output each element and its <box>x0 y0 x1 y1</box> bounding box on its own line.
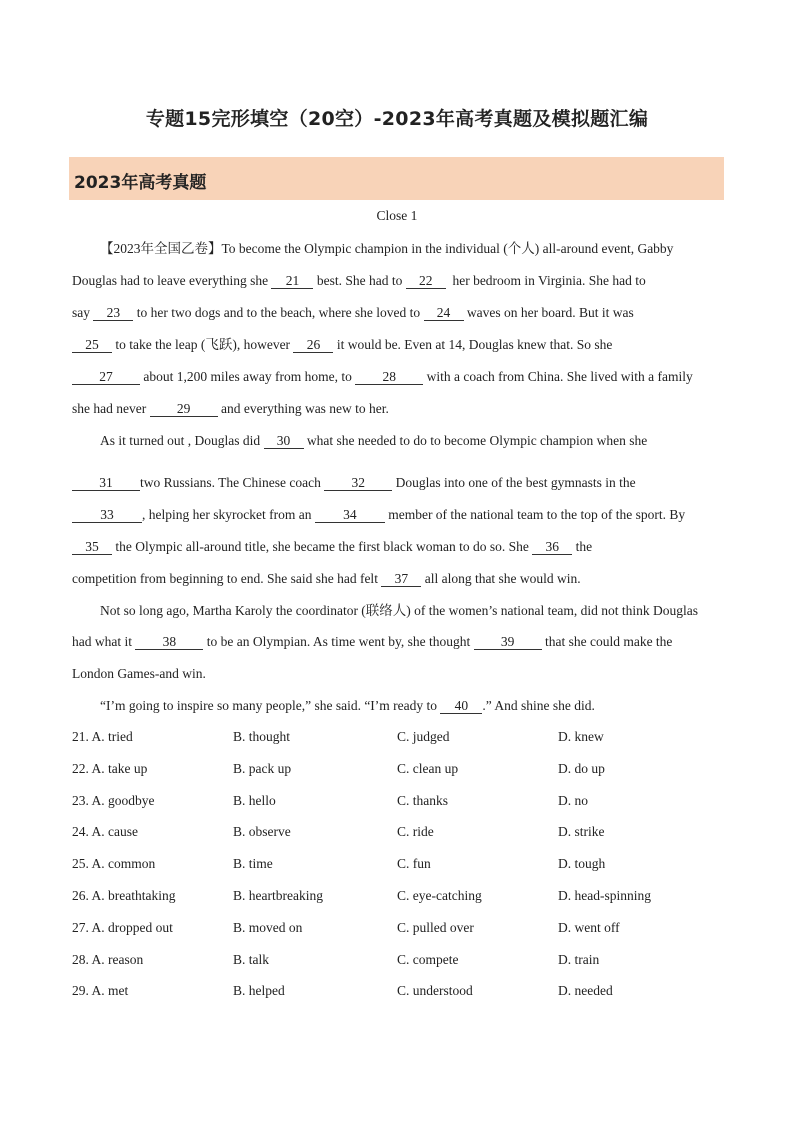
passage-text: London Games-and win. <box>72 666 206 681</box>
passage-text: waves on her board. But it was <box>466 305 634 320</box>
passage-text: Not so long ago, Martha Karoly the coordinator (联络人) of the women’s national team, did not think Douglas <box>100 603 699 618</box>
blank-38[interactable]: 38 <box>135 634 203 650</box>
option-a[interactable]: 24. A. cause <box>72 824 138 839</box>
option-d[interactable]: D. head-spinning <box>558 888 651 903</box>
passage-line <box>100 602 698 620</box>
passage-text: it would be. Even at 14, Douglas knew that. So she <box>336 337 613 352</box>
option-row <box>0 824 794 842</box>
option-row <box>0 920 794 938</box>
passage-text: with a coach from China. She lived with a family <box>426 369 693 384</box>
blank-34[interactable]: 34 <box>315 507 385 523</box>
option-b[interactable]: B. thought <box>233 729 291 744</box>
blank-23[interactable]: 23 <box>93 305 133 321</box>
option-c[interactable]: C. ride <box>397 824 434 839</box>
option-d[interactable]: D. went off <box>558 920 620 935</box>
option-d[interactable]: D. strike <box>558 824 605 839</box>
blank-29[interactable]: 29 <box>150 401 218 417</box>
passage-text: what she needed to do to become Olympic champion when she <box>306 433 648 448</box>
passage-text: As it turned out , Douglas did <box>100 433 261 448</box>
passage-line <box>72 304 634 322</box>
option-c[interactable]: C. compete <box>397 952 459 967</box>
option-row <box>0 952 794 970</box>
blank-26[interactable]: 26 <box>293 337 333 353</box>
blank-32[interactable]: 32 <box>324 475 392 491</box>
passage-text: Douglas had to leave everything she <box>72 273 269 288</box>
passage-line <box>72 570 581 588</box>
passage-text: that she could make the <box>544 634 673 649</box>
blank-31[interactable]: 31 <box>72 475 140 491</box>
passage-line <box>72 665 206 683</box>
passage-text: all along that she would win. <box>424 571 581 586</box>
blank-39[interactable]: 39 <box>474 634 542 650</box>
option-c[interactable]: C. thanks <box>397 793 449 808</box>
blank-36[interactable]: 36 <box>532 539 572 555</box>
blank-33[interactable]: 33 <box>72 507 142 523</box>
passage-line <box>72 368 693 386</box>
option-row <box>0 888 794 906</box>
option-row <box>0 793 794 811</box>
blank-25[interactable]: 25 <box>72 337 112 353</box>
option-c[interactable]: C. fun <box>397 856 431 871</box>
option-b[interactable]: B. observe <box>233 824 291 839</box>
passage-line <box>100 240 673 258</box>
passage-text: .” And shine she did. <box>482 698 595 713</box>
option-b[interactable]: B. heartbreaking <box>233 888 323 903</box>
option-d[interactable]: D. no <box>558 793 588 808</box>
passage-line <box>72 272 646 290</box>
option-b[interactable]: B. moved on <box>233 920 303 935</box>
passage-text: , helping her skyrocket from an <box>142 507 312 522</box>
passage-text: member of the national team to the top of the sport. By <box>388 507 686 522</box>
blank-28[interactable]: 28 <box>355 369 423 385</box>
option-row <box>0 856 794 874</box>
passage-line <box>72 400 389 418</box>
blank-24[interactable]: 24 <box>424 305 464 321</box>
option-a[interactable]: 29. A. met <box>72 983 129 998</box>
passage-text: best. She had to <box>316 273 403 288</box>
option-b[interactable]: B. time <box>233 856 273 871</box>
passage-text: her bedroom in Virginia. She had to <box>452 273 646 288</box>
option-d[interactable]: D. needed <box>558 983 613 998</box>
option-c[interactable]: C. judged <box>397 729 450 744</box>
option-c[interactable]: C. clean up <box>397 761 459 776</box>
option-c[interactable]: C. understood <box>397 983 473 998</box>
option-a[interactable]: 26. A. breathtaking <box>72 888 176 903</box>
option-b[interactable]: B. talk <box>233 952 269 967</box>
passage-text: to her two dogs and to the beach, where she loved to <box>136 305 421 320</box>
blank-21[interactable]: 21 <box>271 273 313 289</box>
option-b[interactable]: B. helped <box>233 983 285 998</box>
cloze-label: Close 1 <box>376 208 418 223</box>
passage-text: had what it <box>72 634 132 649</box>
passage-line <box>72 336 612 354</box>
passage-text: two Russians. The Chinese coach <box>140 475 321 490</box>
passage-text: about 1,200 miles away from home, to <box>143 369 352 384</box>
option-d[interactable]: D. tough <box>558 856 606 871</box>
passage-text: To become the Olympic champion in the individual (个人) all-around event, Gabby <box>221 241 674 256</box>
passage-line <box>100 432 647 450</box>
option-row <box>0 761 794 779</box>
passage-line <box>72 633 672 651</box>
option-d[interactable]: D. knew <box>558 729 604 744</box>
blank-22[interactable]: 22 <box>406 273 446 289</box>
passage-text: competition from beginning to end. She said she had felt <box>72 571 378 586</box>
passage-text: and everything was new to her. <box>220 401 389 416</box>
page-title: 专题15完形填空（20空）-2023年高考真题及模拟题汇编 <box>145 108 649 130</box>
blank-35[interactable]: 35 <box>72 539 112 555</box>
passage-text: to be an Olympian. As time went by, she thought <box>206 634 471 649</box>
option-d[interactable]: D. train <box>558 952 600 967</box>
option-row <box>0 729 794 747</box>
passage-text: the <box>575 539 593 554</box>
option-a[interactable]: 23. A. goodbye <box>72 793 155 808</box>
passage-text: she had never <box>72 401 147 416</box>
blank-27[interactable]: 27 <box>72 369 140 385</box>
section-header <box>69 157 724 200</box>
option-c[interactable]: C. pulled over <box>397 920 474 935</box>
option-d[interactable]: D. do up <box>558 761 605 776</box>
passage-text: Douglas into one of the best gymnasts in the <box>395 475 636 490</box>
option-c[interactable]: C. eye-catching <box>397 888 482 903</box>
option-b[interactable]: B. pack up <box>233 761 292 776</box>
option-a[interactable]: 28. A. reason <box>72 952 144 967</box>
option-a[interactable]: 22. A. take up <box>72 761 148 776</box>
option-a[interactable]: 25. A. common <box>72 856 156 871</box>
passage-line <box>72 538 592 556</box>
option-a[interactable]: 27. A. dropped out <box>72 920 173 935</box>
blank-37[interactable]: 37 <box>381 571 421 587</box>
source-tag: 【2023年全国乙卷】 <box>100 241 222 256</box>
passage-line <box>72 474 636 492</box>
passage-text: “I’m going to inspire so many people,” she said. “I’m ready to <box>100 698 438 713</box>
option-row <box>0 983 794 1001</box>
option-b[interactable]: B. hello <box>233 793 276 808</box>
blank-30[interactable]: 30 <box>264 433 304 449</box>
option-a[interactable]: 21. A. tried <box>72 729 133 744</box>
passage-text: to take the leap (飞跃), however <box>115 337 291 352</box>
passage-text: the Olympic all-around title, she became the first black woman to do so. She <box>115 539 529 554</box>
passage-line <box>100 697 595 715</box>
blank-40[interactable]: 40 <box>440 698 482 714</box>
passage-line <box>72 506 685 524</box>
section-title: 2023年高考真题 <box>74 173 207 193</box>
passage-text: say <box>72 305 90 320</box>
